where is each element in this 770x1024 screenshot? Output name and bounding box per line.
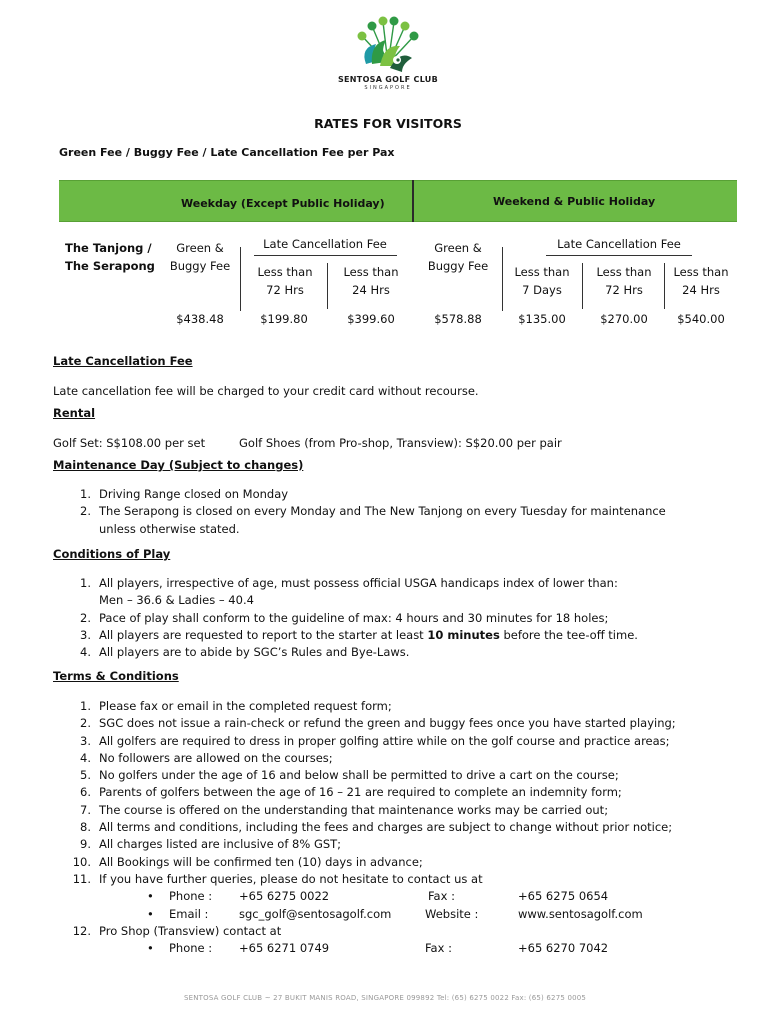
logo-name: SENTOSA GOLF CLUB xyxy=(337,75,438,84)
list-item: 1. Driving Range closed on Monday xyxy=(80,487,289,501)
weekday-col1-value: $199.80 xyxy=(260,312,308,326)
late-cancel-heading: Late Cancellation Fee xyxy=(53,354,193,368)
weekend-divider-2 xyxy=(582,263,583,309)
club-logo xyxy=(330,14,446,94)
weekday-col1-header: Less than 72 Hrs xyxy=(257,265,313,297)
list-item: 11. If you have further queries, please do not hesitate to contact us at xyxy=(72,871,483,886)
weekend-late-header: Late Cancellation Fee xyxy=(557,237,681,251)
list-item: 5. No golfers under the age of 16 and below shall be permitted to drive a cart on the course; xyxy=(80,768,619,783)
list-item: 4. All players are to abide by SGC’s Rules and Bye-Laws. xyxy=(80,645,410,660)
list-item: 3. All golfers are required to dress in proper golfing attire while on the golf course and practice areas; xyxy=(80,733,670,748)
weekend-col1-header: Less than 7 Days xyxy=(514,265,570,297)
contact-row-proshop: • Phone : +65 6271 0749 Fax : +65 6270 7042 xyxy=(53,940,753,957)
list-item-continuation: Men – 36.6 & Ladies – 40.4 xyxy=(99,593,254,608)
weekend-col2-header: Less than 72 Hrs xyxy=(596,265,652,297)
list-item: 2. The Serapong is closed on every Monday and The New Tanjong on every Tuesday for maintenance xyxy=(80,504,666,519)
list-item: 2. Pace of play shall conform to the guideline of max: 4 hours and 30 minutes for 18 holes; xyxy=(80,610,609,625)
list-item: 9. All charges listed are inclusive of 8% GST; xyxy=(80,837,342,852)
contact-phone[interactable]: +65 6271 0749 xyxy=(239,941,330,956)
contact-label: Website : xyxy=(425,906,479,921)
list-item: 12. Pro Shop (Transview) contact at xyxy=(72,923,282,938)
contact-fax: +65 6270 7042 xyxy=(518,941,609,956)
weekday-col2-header: Less than 24 Hrs xyxy=(343,265,399,297)
contact-email-link[interactable]: sgc_golf@sentosagolf.com xyxy=(239,906,392,921)
conditions-list xyxy=(53,575,743,661)
list-item: 8. All terms and conditions, including the fees and charges are subject to change without prior notice; xyxy=(80,820,673,835)
list-item: 1. Please fax or email in the completed request form; xyxy=(80,699,392,713)
weekday-col2-value: $399.60 xyxy=(347,312,395,326)
weekend-green-value: $578.88 xyxy=(434,312,482,326)
list-item: 4. No followers are allowed on the courses; xyxy=(80,750,333,765)
page-subtitle: Green Fee / Buggy Fee / Late Cancellation Fee per Pax xyxy=(59,146,395,159)
contact-phone[interactable]: +65 6275 0022 xyxy=(239,889,330,904)
maintenance-list xyxy=(53,486,743,538)
maintenance-heading: Maintenance Day (Subject to changes) xyxy=(53,458,304,472)
weekend-col3-value: $540.00 xyxy=(677,312,725,326)
course-line-2: The Serapong xyxy=(65,259,155,273)
list-item-continuation: unless otherwise stated. xyxy=(99,521,240,536)
weekend-col3-header: Less than 24 Hrs xyxy=(673,265,729,297)
list-item: 6. Parents of golfers between the age of 16 – 21 are required to complete an indemnity form; xyxy=(80,785,622,800)
contact-label: Fax : xyxy=(428,889,455,904)
contact-label: Phone : xyxy=(169,889,213,904)
weekend-label: Weekend & Public Holiday xyxy=(493,195,656,208)
terms-list xyxy=(53,698,753,957)
contact-label: Phone : xyxy=(169,941,213,956)
band-divider xyxy=(412,180,414,222)
rental-golf-shoes: Golf Shoes (from Pro-shop, Transview): S$20.00 per pair xyxy=(239,436,562,450)
terms-heading: Terms & Conditions xyxy=(53,669,179,683)
weekend-divider-3 xyxy=(664,263,665,309)
peacock-logo-icon xyxy=(330,14,446,76)
weekend-col2-value: $270.00 xyxy=(600,312,648,326)
rental-golf-set: Golf Set: S$108.00 per set xyxy=(53,436,206,450)
weekday-late-underline xyxy=(254,255,397,256)
weekday-label: Weekday (Except Public Holiday) xyxy=(181,197,385,210)
website-link[interactable]: www.sentosagolf.com xyxy=(518,906,643,921)
contact-label: Email : xyxy=(169,906,209,921)
list-item: 3. All players are requested to report to the starter at least 10 minutes before the tee-off time. xyxy=(80,627,638,642)
list-item: 2. SGC does not issue a rain-check or refund the green and buggy fees once you have started playing; xyxy=(80,716,676,731)
weekday-green-header: Green & Buggy Fee xyxy=(169,241,231,273)
weekend-col1-value: $135.00 xyxy=(518,312,566,326)
contact-row-phone: • Phone : +65 6275 0022 Fax : +65 6275 0654 xyxy=(53,888,753,905)
weekend-late-underline xyxy=(546,255,692,256)
list-item: 10. All Bookings will be confirmed ten (10) days in advance; xyxy=(72,854,423,869)
page-footer: SENTOSA GOLF CLUB ~ 27 BUKIT MANIS ROAD, SINGAPORE 099892 Tel: (65) 6275 0022 Fax: (65) 6275 0005 xyxy=(183,994,587,1002)
weekday-divider-1 xyxy=(240,247,241,311)
weekday-green-value: $438.48 xyxy=(176,312,224,326)
course-name xyxy=(65,239,155,275)
contact-fax: +65 6275 0654 xyxy=(518,889,609,904)
weekday-late-header: Late Cancellation Fee xyxy=(263,237,387,251)
weekend-green-header: Green & Buggy Fee xyxy=(427,241,489,273)
logo-sub: SINGAPORE xyxy=(364,85,412,91)
weekend-divider-1 xyxy=(502,247,503,311)
contact-row-email: • Email : sgc_golf@sentosagolf.com Website : www.sentosagolf.com xyxy=(53,906,753,923)
contact-label: Fax : xyxy=(425,941,452,956)
rental-heading: Rental xyxy=(53,406,96,420)
late-cancel-text: Late cancellation fee will be charged to your credit card without recourse. xyxy=(53,384,479,398)
conditions-heading: Conditions of Play xyxy=(53,547,171,561)
weekday-divider-2 xyxy=(327,263,328,309)
course-line-1: The Tanjong / xyxy=(65,241,152,255)
page-title: RATES FOR VISITORS xyxy=(314,116,462,131)
list-item: 1. All players, irrespective of age, must possess official USGA handicaps index of lower than: xyxy=(80,576,618,590)
list-item: 7. The course is offered on the understanding that maintenance works may be carried out; xyxy=(80,802,609,817)
